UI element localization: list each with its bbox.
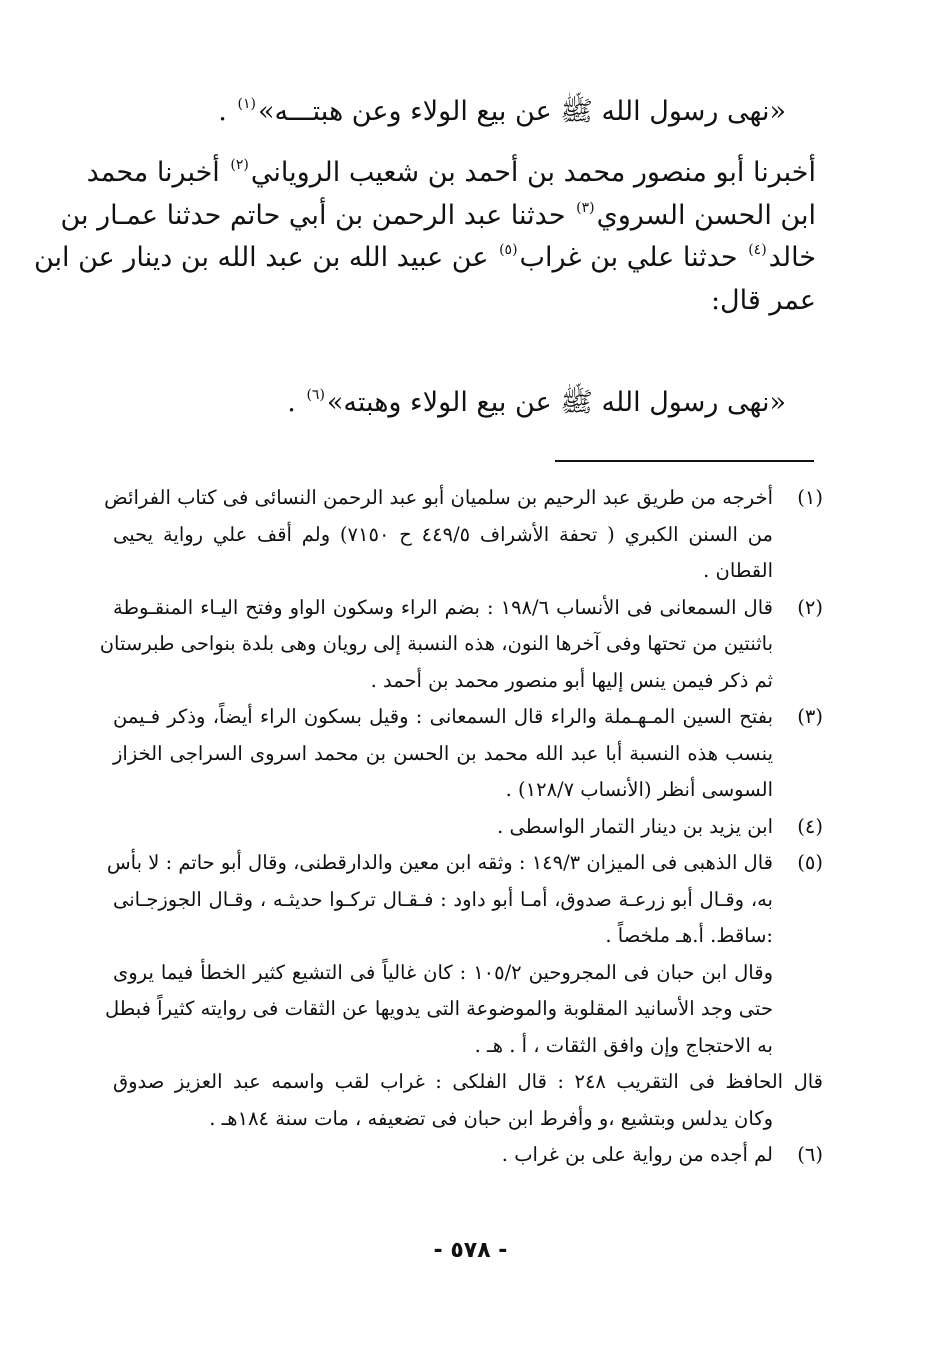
footnote-line: لم أجده من رواية على بن غراب . [501,1143,773,1166]
isnad-line-4: عمر قال: [710,284,816,316]
footnote-line: وقال ابن حبان فى المجروحين ١٠٥/٢ : كان غالياً فى التشيع كثير الخطأ فيما يروى [113,960,773,984]
footnote-line: ابن يزيد بن دينار التمار الواسطى . [497,814,773,838]
footnote-line: السوسى أنظر (الأنساب ١٢٨/٧) . [505,778,773,801]
isnad-line-2-b: حدثنا عبد الرحمن بن أبي حاتم حدثنا عمـار بن [60,199,566,231]
footnote-line: قال السمعانى فى الأنساب ١٩٨/٦ : بضم الراء وسكون الواو وفتح اليـاء المنقـوطة [113,595,773,619]
isnad-line-1-a: أخبرنا أبو منصور محمد بن أحمد بن شعيب الروياني [250,157,816,188]
page-number: - ٥٧٨ - [433,1238,508,1263]
isnad-line-3-a: خالد [768,242,816,273]
footnote-6 [113,1137,823,1174]
footnote-1 [104,480,823,590]
footnote-ref-3: (٣) [576,199,595,216]
footnote-line: ينسب هذه النسبة أبا عبد الله محمد بن الحسن بن محمد اسروى السراجى الخزاز [113,741,773,765]
isnad-line-1 [86,152,816,195]
footnote-number: (١) [797,486,823,509]
footnote-line: :ساقط. أ.هـ ملخصاً . [605,924,773,947]
footnote-line: القطان . [703,559,773,582]
isnad-line-1-b: أخبرنا محمد [86,157,220,188]
footnote-line: حتى وجد الأسانيد المقلوبة والموضوعة التى يدويها عن الثقات فى روايته كثيراً فبطل [104,997,773,1020]
footnote-separator [555,460,814,462]
hadith-1-text: «نهى رسول الله ﷺ عن بيع الولاء وعن هبتـــه» [257,96,786,127]
footnote-3 [113,699,823,809]
footnote-number: (٤) [797,814,823,838]
footnote-number: (٥) [797,851,823,874]
footnote-line: قال الحافظ فى التقريب ٢٤٨ : قال الفلكى : غراب لقب واسمه عبد العزيز صدوق [113,1070,823,1093]
hadith-text-2: «نهى رسول الله ﷺ عن بيع الولاء وهبته»$^{(٦)}$ . [287,387,786,418]
footnote-line: أخرجه من طريق عبد الرحيم بن سلميان أبو عبد الرحمن النسائى فى كتاب الفرائض [104,486,773,509]
isnad-line-3-b: حدثنا علي بن غراب [519,242,738,273]
footnote-line: باثنتين من تحتها وفى آخرها النون، هذه النسبة إلى رويان وهى بلدة بنواحى طبرستان [99,632,773,655]
footnotes [99,480,823,1174]
footnote-number: (٦) [797,1143,823,1166]
footnote-ref-1: (١) [237,96,256,112]
isnad-paragraph [33,152,816,322]
footnote-line: قال الذهبى فى الميزان ١٤٩/٣ : وثقه ابن معين والدارقطنى، وقال أبو حاتم : لا بأس [106,851,773,874]
footnote-line: بفتح السين المـهـملة والراء قال السمعانى : وقيل بسكون الراء أيضاً، وذكر فـيمن [113,705,773,728]
footnote-ref-6: (٦) [306,387,325,403]
footnote-ref-5: (٥) [499,242,518,258]
isnad-line-2 [60,195,816,238]
hadith-text-1: «نهى رسول الله ﷺ عن بيع الولاء وعن هبتـــه»$^{(١)}$ . [218,96,786,127]
footnote-line: به، وقـال أبو زرعـة صدوق، أمـا أبو داود : فـقـال تركـوا حديثـه ، وقـال الجوزجـانى [113,887,773,911]
isnad-line-2-a: ابن الحسن السروي [596,199,816,231]
footnote-4 [113,809,823,846]
isnad-line-3 [33,237,816,280]
footnote-2 [99,590,823,700]
hadith-2-text: «نهى رسول الله ﷺ عن بيع الولاء وهبته» [326,387,786,418]
footnote-line: ثم ذكر فيمن ينس إليها أبو منصور محمد بن أحمد . [370,668,773,692]
footnote-number: (٣) [797,705,823,728]
footnote-line: من السنن الكبري ( تحفة الأشراف ٤٤٩/٥ ح ٧١٥٠) ولم أقف علي رواية يحيى [113,522,773,546]
footnote-ref-4: (٤) [748,242,767,258]
footnote-5 [104,845,823,1137]
isnad-line-3-c: عن عبيد الله بن عبد الله بن دينار عن ابن [33,242,489,273]
footnote-line: به الاحتجاج وإن وافق الثقات ، أ . هـ . [474,1033,773,1057]
footnote-ref-2: (٢) [230,157,249,173]
footnote-number: (٢) [797,595,823,619]
footnote-line: وكان يدلس وبتشيع ،و وأفرط ابن حبان فى تضعيفه ، مات سنة ١٨٤هـ . [209,1106,773,1130]
